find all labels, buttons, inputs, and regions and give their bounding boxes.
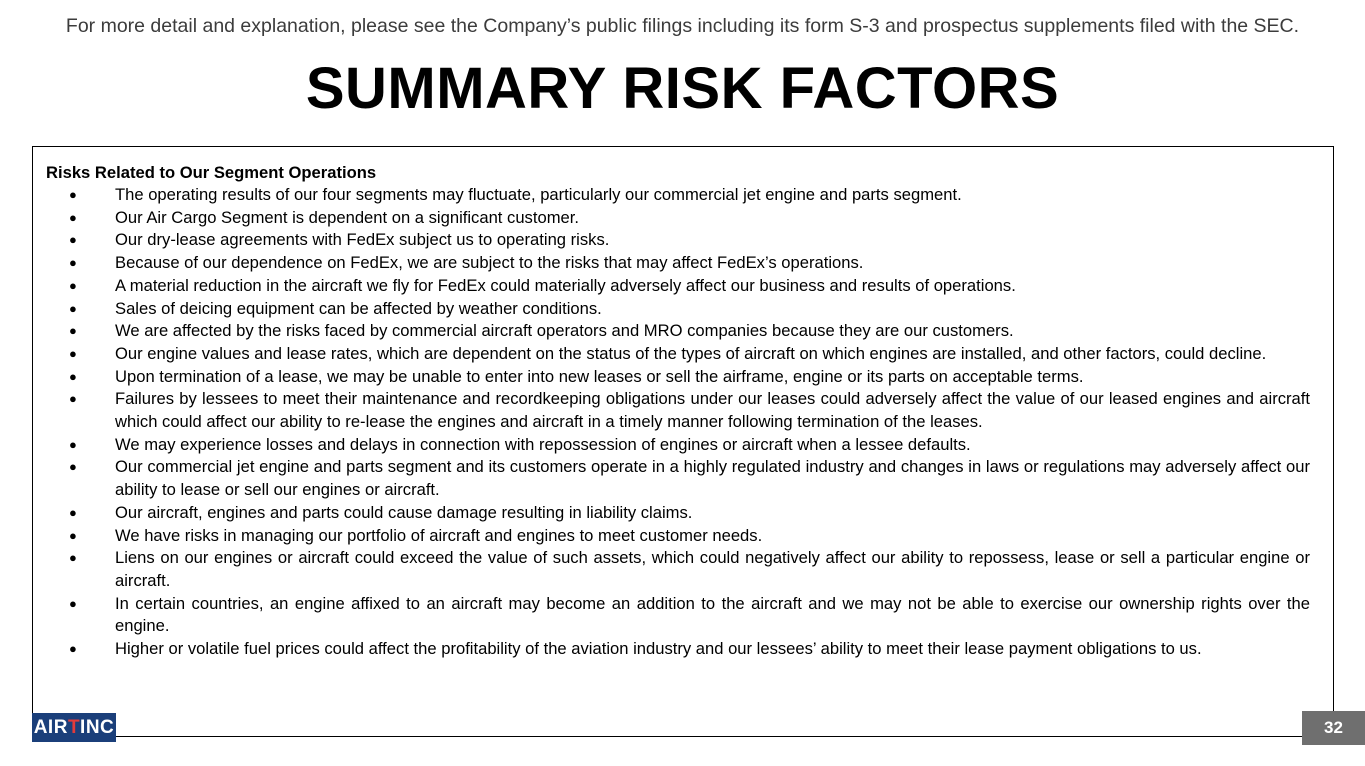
bullet-icon: ● — [69, 527, 77, 543]
list-item — [33, 275, 1310, 298]
list-item — [33, 388, 1310, 433]
risk-factors-box — [32, 146, 1334, 737]
risk-item-text: Our aircraft, engines and parts could cause damage resulting in liability claims. — [115, 502, 693, 522]
risk-item-text: Higher or volatile fuel prices could affect the profitability of the aviation industry and our lessees’ ability to meet their lease payment obligations to us. — [115, 639, 1202, 659]
company-logo — [32, 713, 116, 742]
list-item — [33, 638, 1310, 661]
logo-text-accent: T — [67, 717, 81, 738]
risk-item-text: Our Air Cargo Segment is dependent on a significant customer. — [115, 207, 579, 227]
list-item — [33, 502, 1310, 525]
bullet-icon: ● — [69, 323, 77, 339]
risk-item-text: Upon termination of a lease, we may be unable to enter into new leases or sell the airframe, engine or its parts on acceptable terms. — [115, 366, 1084, 386]
risk-item-text: Because of our dependence on FedEx, we are subject to the risks that may affect FedEx’s operations. — [115, 253, 864, 273]
list-item — [33, 343, 1310, 366]
bullet-icon: ● — [69, 345, 77, 361]
list-item — [33, 207, 1310, 230]
bullet-icon: ● — [69, 459, 77, 475]
page-number: 32 — [1302, 711, 1365, 745]
risk-item-text: Failures by lessees to meet their maintenance and recordkeeping obligations under our leases could adversely affect the value of our leased engines and aircraft which could affect our ability to re-lease the engines and aircraft in a timely manner following termination of the leases. — [115, 389, 1310, 432]
bullet-icon: ● — [69, 277, 77, 293]
list-item — [33, 525, 1310, 548]
bullet-icon: ● — [69, 368, 77, 384]
risk-item-text: Sales of deicing equipment can be affected by weather conditions. — [115, 298, 602, 318]
list-item — [33, 298, 1310, 321]
risk-item-text: We may experience losses and delays in connection with repossession of engines or aircraft when a lessee defaults. — [115, 434, 971, 454]
risk-item-text: We are affected by the risks faced by commercial aircraft operators and MRO companies because they are our customers. — [115, 321, 1014, 341]
list-item — [33, 252, 1310, 275]
bullet-icon: ● — [69, 391, 77, 407]
list-item — [33, 456, 1310, 501]
risk-list — [33, 184, 1310, 661]
bullet-icon: ● — [69, 187, 77, 202]
bullet-icon: ● — [69, 504, 77, 520]
list-item — [33, 320, 1310, 343]
section-heading: Risks Related to Our Segment Operations — [46, 163, 377, 182]
list-item — [33, 593, 1310, 638]
bullet-icon: ● — [69, 232, 77, 248]
list-item — [33, 547, 1310, 592]
logo-text-part1: AIR — [33, 717, 68, 738]
bullet-icon: ● — [69, 255, 77, 271]
risk-item-text: The operating results of our four segments may fluctuate, particularly our commercial jet engine and parts segment. — [115, 185, 962, 204]
bullet-icon: ● — [69, 550, 77, 566]
logo-text-part2: INC — [80, 717, 115, 738]
risk-item-text: Our commercial jet engine and parts segment and its customers operate in a highly regulated industry and changes in laws or regulations may adversely affect our ability to lease or sell our engines or aircraft. — [115, 457, 1310, 500]
bullet-icon: ● — [69, 300, 77, 316]
bullet-icon: ● — [69, 209, 77, 225]
risk-item-text: In certain countries, an engine affixed to an aircraft may become an addition to the aircraft and we may not be able to exercise our ownership rights over the engine. — [115, 593, 1310, 636]
sec-filings-disclaimer: For more detail and explanation, please see the Company’s public filings including its form S-3 and prospectus supplements filed with the SEC. — [65, 15, 1300, 37]
list-item — [33, 184, 1310, 207]
page-title: SUMMARY RISK FACTORS — [305, 56, 1060, 121]
risk-item-text: We have risks in managing our portfolio of aircraft and engines to meet customer needs. — [115, 525, 763, 545]
list-item — [33, 229, 1310, 252]
list-item — [33, 366, 1310, 389]
list-item — [33, 434, 1310, 457]
risk-item-text: A material reduction in the aircraft we fly for FedEx could materially adversely affect our business and results of operations. — [115, 275, 1016, 295]
bullet-icon: ● — [69, 595, 77, 611]
risk-item-text: Our engine values and lease rates, which are dependent on the status of the types of aircraft on which engines are installed, and other factors, could decline. — [115, 343, 1267, 363]
risk-item-text: Liens on our engines or aircraft could exceed the value of such assets, which could negatively affect our ability to repossess, lease or sell a particular engine or aircraft. — [115, 548, 1310, 590]
risk-item-text: Our dry-lease agreements with FedEx subject us to operating risks. — [115, 230, 610, 250]
bullet-icon: ● — [69, 641, 77, 657]
bullet-icon: ● — [69, 436, 77, 452]
